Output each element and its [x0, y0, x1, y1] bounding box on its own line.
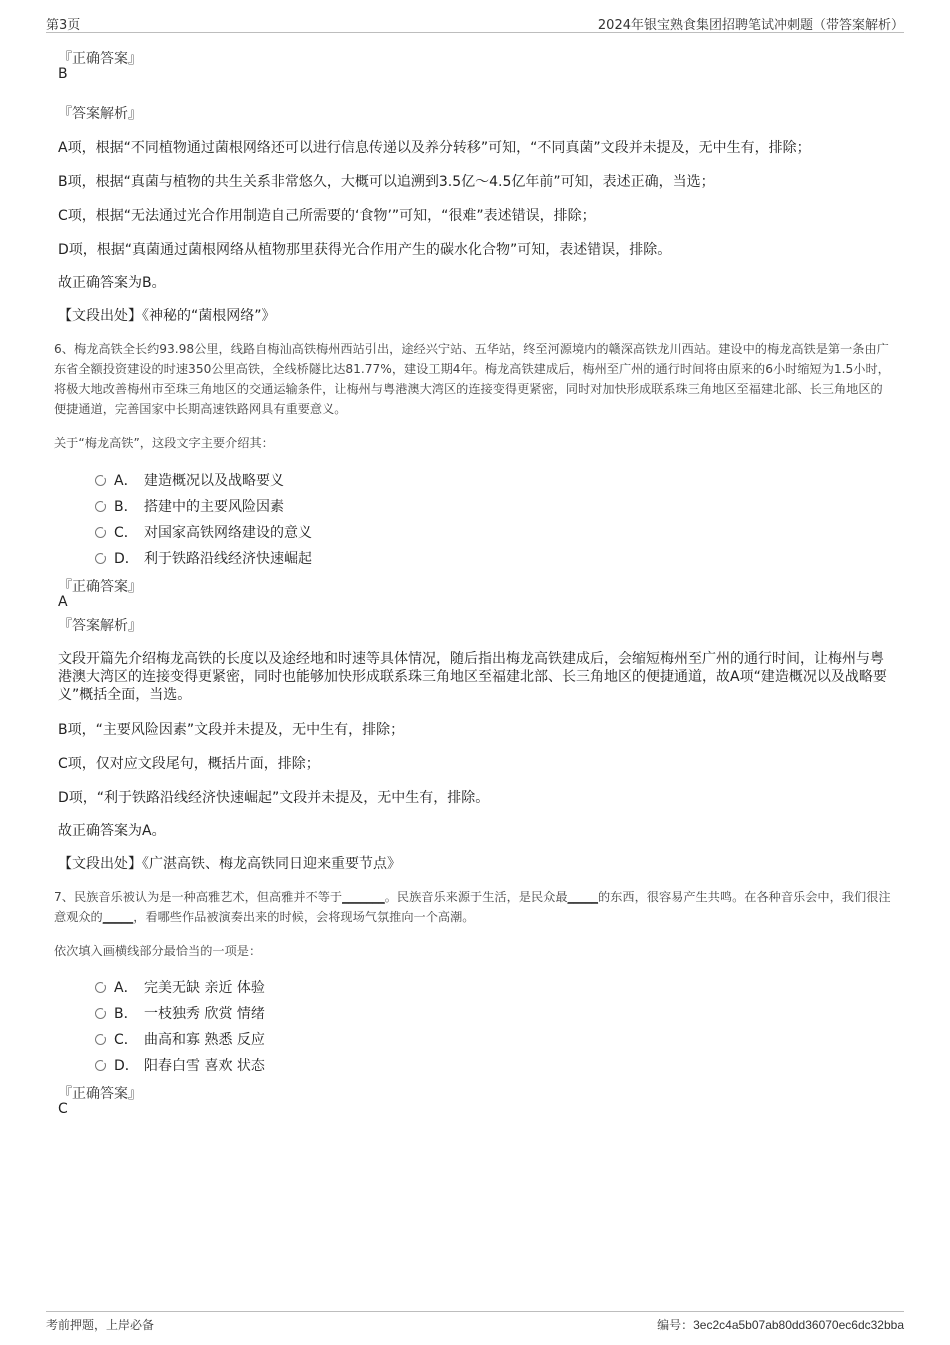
document-title: 2024年银宝熟食集团招聘笔试冲刺题（带答案解析） — [597, 18, 904, 33]
blank-3: _____ — [102, 910, 134, 924]
page-number: 第3页 — [46, 18, 81, 33]
q5-answer-label: 『正确答案』 — [58, 51, 142, 67]
q6-analysis-line-d: D项，“利于铁路沿线经济快速崛起”文段并未提及，无中生有，排除。 — [58, 790, 490, 806]
q7-passage: 7、民族音乐被认为是一种高雅艺术，但高雅并不等于_______。民族音乐来源于生活，是民众最_____的东西，很容易产生共鸣。在各种音乐会中，我们很注意观众的_____，看哪些作品被演奏出来的时候，会将现场气氛推向一个高潮。 — [54, 890, 891, 924]
page-header — [46, 12, 904, 33]
q6-option-c[interactable]: C． 对国家高铁网络建设的意义 — [95, 522, 312, 542]
q6-option-b[interactable]: B． 搭建中的主要风险因素 — [95, 496, 284, 516]
radio-icon[interactable] — [95, 982, 106, 993]
radio-icon[interactable] — [95, 501, 106, 512]
q6-conclusion: 故正确答案为A。 — [58, 823, 166, 839]
q6-passage: 6、梅龙高铁全长约93.98公里，线路自梅汕高铁梅州西站引出，途经兴宁站、五华站，终至河源境内的赣深高铁龙川西站。建设中的梅龙高铁是第一条由广东省全额投资建设的时速350公里高铁，全线桥隧比达81.77%，建设工期4年。梅龙高铁建成后，梅州至广州的通行时间将由原来的6小时缩短为1.5小时，将极大地改善梅州市至珠三角地区的交通运输条件，让梅州与粤港澳大湾区的连接变得更紧密，同时对加快形成联系珠三角地区至福建北部、长三角地区的便捷通道，完善国家中长期高速铁路网具有重要意义。 — [54, 342, 890, 416]
q5-analysis-label: 『答案解析』 — [58, 106, 142, 122]
radio-icon[interactable] — [95, 1034, 106, 1045]
q6-option-d[interactable]: D． 利于铁路沿线经济快速崛起 — [95, 548, 312, 568]
q5-conclusion: 故正确答案为B。 — [58, 275, 166, 291]
q5-answer-value: B — [58, 66, 68, 82]
q6-answer-label: 『正确答案』 — [58, 579, 142, 595]
q7-option-c[interactable]: C． 曲高和寡 熟悉 反应 — [95, 1029, 265, 1049]
q6-analysis-line-c: C项，仅对应文段尾句，概括片面，排除； — [58, 756, 320, 772]
q5-analysis-line-a: A项，根据“不同植物通过菌根网络还可以进行信息传递以及养分转移”可知，“不同真菌”文段并未提及，无中生有，排除； — [58, 140, 811, 156]
q7-option-d[interactable]: D． 阳春白雪 喜欢 状态 — [95, 1055, 265, 1075]
footer-code: 编号：3ec2c4a5b07ab80dd36070ec6dc32bba — [657, 1318, 904, 1332]
blank-2: _____ — [567, 890, 599, 904]
q5-analysis-line-c: C项，根据“无法通过光合作用制造自己所需要的‘食物’”可知，“很难”表述错误，排除； — [58, 208, 596, 224]
radio-icon[interactable] — [95, 527, 106, 538]
q5-analysis-line-d: D项，根据“真菌通过菌根网络从植物那里获得光合作用产生的碳水化合物”可知，表述错误，排除。 — [58, 242, 672, 258]
q7-answer-value: C — [58, 1101, 68, 1117]
radio-icon[interactable] — [95, 475, 106, 486]
footer-slogan: 考前押题，上岸必备 — [46, 1318, 155, 1332]
q6-question: 关于“梅龙高铁”，这段文字主要介绍其： — [54, 436, 274, 450]
radio-icon[interactable] — [95, 553, 106, 564]
q6-option-a[interactable]: A． 建造概况以及战略要义 — [95, 470, 284, 490]
q6-answer-value: A — [58, 594, 68, 610]
blank-1: _______ — [342, 890, 385, 904]
radio-icon[interactable] — [95, 1060, 106, 1071]
radio-icon[interactable] — [95, 1008, 106, 1019]
page-footer — [46, 1311, 904, 1334]
q6-source: 【文段出处】《广湛高铁、梅龙高铁同日迎来重要节点》 — [58, 856, 401, 872]
q6-analysis-main: 文段开篇先介绍梅龙高铁的长度以及途经地和时速等具体情况，随后指出梅龙高铁建成后，会缩短梅州至广州的通行时间，让梅州与粤港澳大湾区的连接变得更紧密，同时也能够加快形成联系珠三角地区至福建北部、长三角地区的便捷通道，故A项“建造概况以及战略要义”概括全面，当选。 — [58, 651, 887, 703]
q7-question: 依次填入画横线部分最恰当的一项是： — [54, 944, 262, 958]
q7-option-b[interactable]: B． 一枝独秀 欣赏 情绪 — [95, 1003, 265, 1023]
q5-analysis-line-b: B项，根据“真菌与植物的共生关系非常悠久，大概可以追溯到3.5亿～4.5亿年前”可知，表述正确，当选； — [58, 174, 715, 190]
q7-option-a[interactable]: A． 完美无缺 亲近 体验 — [95, 977, 265, 997]
q6-analysis-line-b: B项，“主要风险因素”文段并未提及，无中生有，排除； — [58, 722, 405, 738]
q7-answer-label: 『正确答案』 — [58, 1086, 142, 1102]
q5-source: 【文段出处】《神秘的“菌根网络”》 — [58, 308, 276, 324]
q6-analysis-label: 『答案解析』 — [58, 618, 142, 634]
